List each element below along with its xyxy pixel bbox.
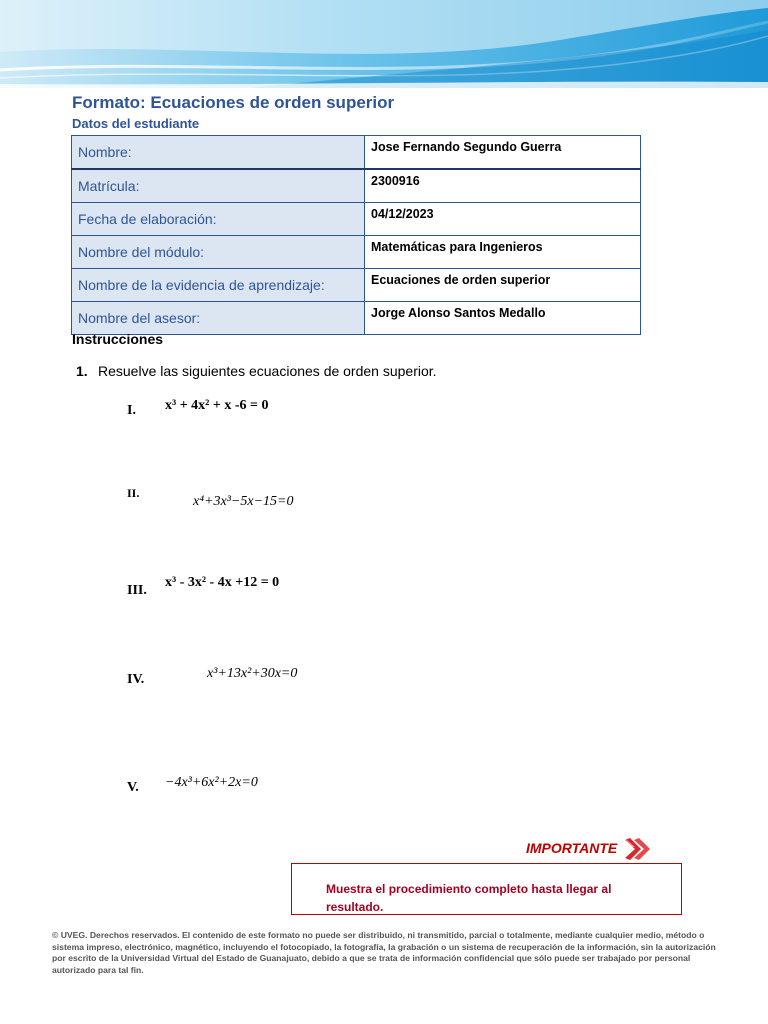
equation-text: x³ - 3x² - 4x +12 = 0 bbox=[165, 575, 280, 590]
header-banner bbox=[0, 0, 768, 88]
table-row bbox=[72, 203, 641, 236]
row-value: Jorge Alonso Santos Medallo bbox=[365, 302, 641, 335]
equation-text: x³+13x²+30x=0 bbox=[207, 666, 298, 681]
student-data-table bbox=[71, 135, 641, 335]
table-row bbox=[72, 269, 641, 302]
row-label: Nombre del módulo: bbox=[72, 236, 365, 269]
equation-numeral: II. bbox=[127, 486, 140, 500]
instruction-number: 1. bbox=[76, 363, 88, 379]
document-title: Formato: Ecuaciones de orden superior bbox=[72, 93, 395, 112]
row-value: Matemáticas para Ingenieros bbox=[365, 236, 641, 269]
row-label: Nombre de la evidencia de aprendizaje: bbox=[72, 269, 365, 302]
row-label: Nombre del asesor: bbox=[72, 302, 365, 335]
table-row bbox=[72, 136, 641, 170]
equation-numeral: IV. bbox=[127, 672, 145, 687]
section-subtitle: Datos del estudiante bbox=[72, 116, 200, 131]
double-chevron-icon bbox=[623, 836, 653, 862]
equation-text: x⁴+3x³−5x−15=0 bbox=[193, 494, 294, 509]
header-wave-graphic bbox=[0, 0, 768, 88]
table-row bbox=[72, 169, 641, 203]
instruction-item bbox=[76, 363, 437, 379]
important-notice-text: Muestra el procedimiento completo hasta llegar al resultado. bbox=[326, 882, 612, 914]
equation-text: −4x³+6x²+2x=0 bbox=[165, 775, 258, 790]
instruction-text: Resuelve las siguientes ecuaciones de orden superior. bbox=[98, 363, 437, 379]
equation-numeral: III. bbox=[127, 583, 147, 598]
table-row bbox=[72, 236, 641, 269]
row-value: 2300916 bbox=[365, 169, 641, 203]
row-value: Ecuaciones de orden superior bbox=[365, 269, 641, 302]
important-label: IMPORTANTE bbox=[526, 840, 618, 856]
row-label: Nombre: bbox=[72, 136, 365, 170]
copyright-footer: © UVEG. Derechos reservados. El contenido de este formato no puede ser distribuido, ni transmitido, parcial o totalmente, mediante cualquier medio, método o sistema impreso, electrónico, magnético, incluyendo el fotocopiado, la fotografía, la grabación o un sistema de recuperación de la información, sin la autorización por escrito de la Universidad Virtual del Estado de Guanajuato, debido a que se trata de información confidencial que sólo puede ser trabajado por personal autorizado para tal fin. bbox=[52, 930, 716, 975]
row-label: Fecha de elaboración: bbox=[72, 203, 365, 236]
table-row bbox=[72, 302, 641, 335]
equation-text: x³ + 4x² + x -6 = 0 bbox=[165, 398, 269, 413]
row-value: 04/12/2023 bbox=[365, 203, 641, 236]
equation-numeral: V. bbox=[127, 780, 139, 795]
instructions-heading: Instrucciones bbox=[72, 331, 164, 347]
row-value: Jose Fernando Segundo Guerra bbox=[365, 136, 641, 170]
equation-numeral: I. bbox=[127, 403, 136, 418]
row-label: Matrícula: bbox=[72, 169, 365, 203]
